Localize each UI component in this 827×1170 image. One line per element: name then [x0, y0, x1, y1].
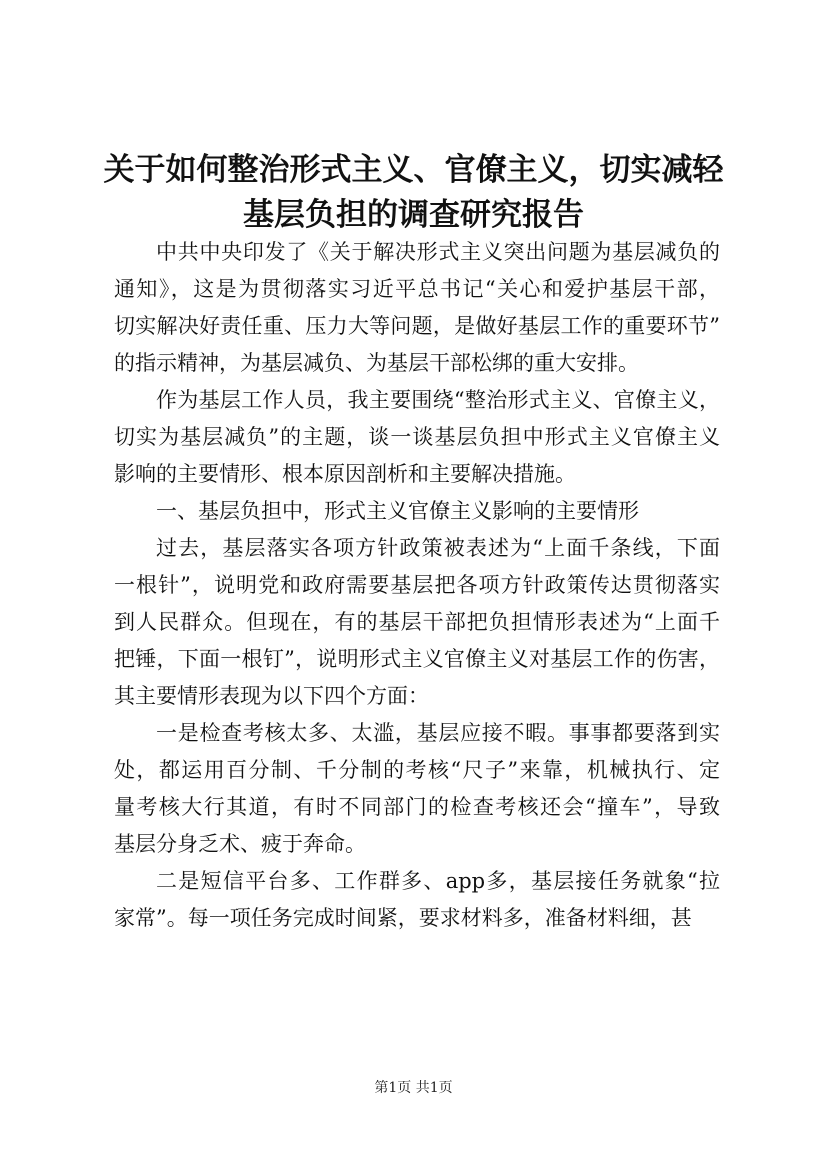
paragraph-line: 一根针”，说明党和政府需要基层把各项方针政策传达贯彻落实 — [114, 573, 720, 597]
paragraph-line: 处，都运用百分制、千分制的考核“尺子”来靠，机械执行、定 — [114, 758, 720, 782]
title-line-1: 关于如何整治形式主义、官僚主义，切实减轻 — [103, 152, 724, 188]
paragraph-line: 二是短信平台多、工作群多、app多，基层接任务就象“拉 — [156, 869, 720, 893]
paragraph-line: 切实解决好责任重、压力大等问题，是做好基层工作的重要环节” — [114, 314, 720, 338]
paragraph-line: 的指示精神，为基层减负、为基层干部松绑的重大安排。 — [114, 351, 639, 375]
paragraph — [114, 530, 720, 715]
paragraph — [114, 234, 720, 382]
paragraph — [114, 382, 720, 493]
paragraph-line: 通知》，这是为贯彻落实习近平总书记“关心和爱护基层干部， — [114, 277, 720, 301]
paragraph — [114, 715, 720, 863]
paragraph-line: 一、基层负担中，形式主义官僚主义影响的主要情形 — [156, 499, 639, 523]
paragraph-line: 把锤，下面一根钉”，说明形式主义官僚主义对基层工作的伤害， — [114, 647, 720, 671]
page-footer: 第1页 共1页 — [374, 1080, 453, 1096]
paragraph-line: 过去，基层落实各项方针政策被表述为“上面千条线，下面 — [156, 536, 720, 560]
title-line-2: 基层负担的调查研究报告 — [243, 197, 584, 233]
paragraph — [114, 863, 720, 937]
paragraph-line: 量考核大行其道，有时不同部门的检查考核还会“撞车”，导致 — [114, 795, 720, 819]
paragraph-line: 中共中央印发了《关于解决形式主义突出问题为基层减负的 — [156, 240, 720, 264]
paragraph-line: 其主要情形表现为以下四个方面： — [114, 684, 429, 708]
paragraph — [114, 493, 720, 530]
paragraph-line: 到人民群众。但现在，有的基层干部把负担情形表述为“上面千 — [114, 610, 720, 634]
document-body — [114, 234, 720, 937]
paragraph-line: 影响的主要情形、根本原因剖析和主要解决措施。 — [114, 462, 576, 486]
paragraph-line: 家常”。每一项任务完成时间紧，要求材料多，准备材料细，甚 — [114, 906, 692, 930]
document-title — [90, 148, 737, 238]
paragraph-line: 作为基层工作人员，我主要围绕“整治形式主义、官僚主义， — [156, 388, 720, 412]
paragraph-line: 一是检查考核太多、太滥，基层应接不暇。事事都要落到实 — [156, 721, 720, 745]
paragraph-line: 切实为基层减负”的主题，谈一谈基层负担中形式主义官僚主义 — [114, 425, 720, 449]
paragraph-line: 基层分身乏术、疲于奔命。 — [114, 832, 366, 856]
